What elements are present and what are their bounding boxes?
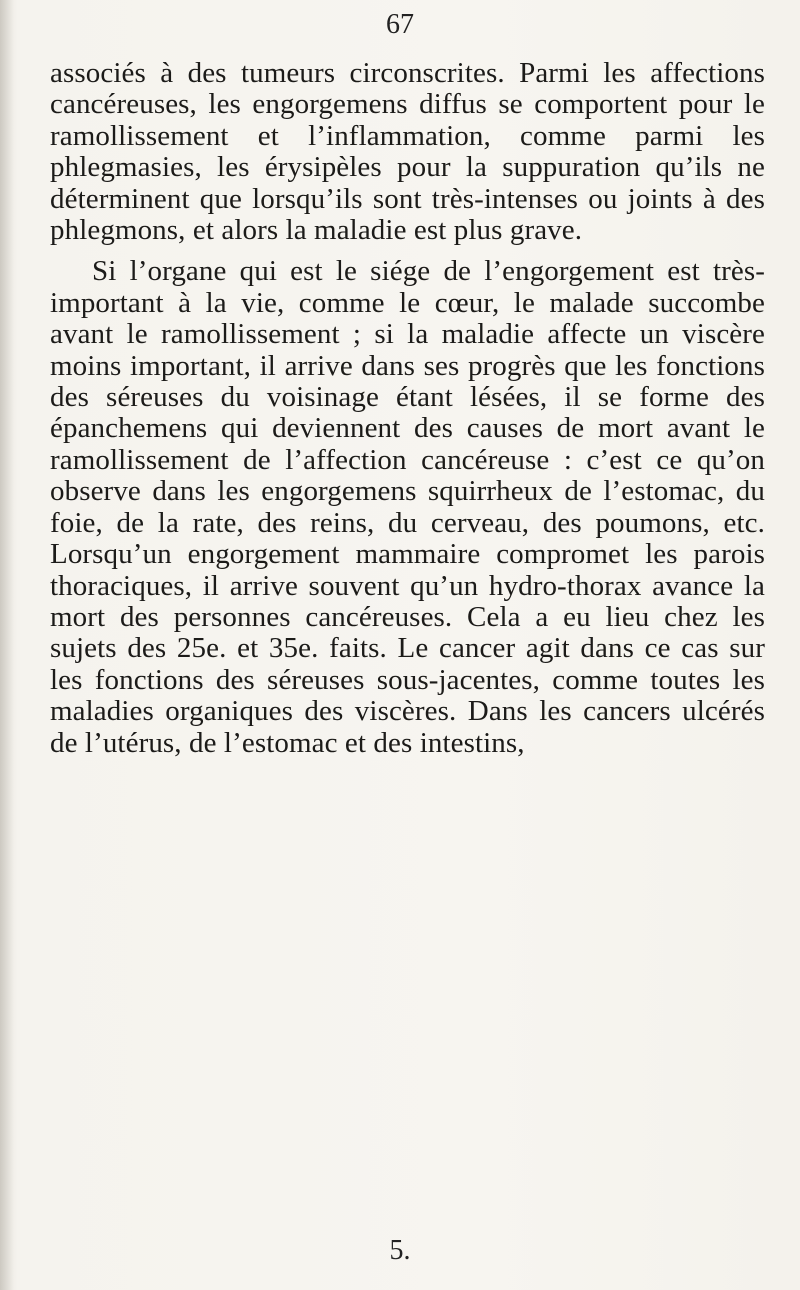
signature-mark: 5. bbox=[389, 1235, 411, 1266]
page-number: 67 bbox=[386, 9, 414, 40]
paragraph-2: Si l’organe qui est le siége de l’engorgement est très-important à la vie, comme le cœur, le malade succombe avant le ramollissement ; si la maladie affecte un viscère moins important, il arrive dans ses progrès que les fonctions des séreuses du voisinage étant lésées, il se forme des épanchemens qui deviennent des causes de mort avant le ramollissement de l’affection cancéreuse : c’est ce qu’on observe dans les engorgemens squirrheux de l’estomac, du foie, de la rate, des reins, du cerveau, des poumons, etc. Lorsqu’un engorgement mammaire compromet les parois thoraciques, il arrive souvent qu’un hydro-thorax avance la mort des personnes cancéreuses. Cela a eu lieu chez les sujets des 25e. et 35e. faits. Le cancer agit dans ce cas sur les fonctions des séreuses sous-jacentes, comme toutes les maladies organiques des viscères. Dans les cancers ulcérés de l’utérus, de l’estomac et des intestins, bbox=[50, 255, 765, 759]
gutter-shadow bbox=[0, 0, 14, 1290]
paragraph-1: associés à des tumeurs circonscrites. Parmi les affections cancéreuses, les engorgemens diffus se comportent pour le ramollissement et l’inflammation, comme parmi les phlegmasies, les érysipèles pour la suppuration qu’ils ne déterminent que lorsqu’ils sont très-intenses ou joints à des phlegmons, et alors la maladie est plus grave. bbox=[50, 57, 765, 247]
body-text bbox=[50, 58, 765, 759]
